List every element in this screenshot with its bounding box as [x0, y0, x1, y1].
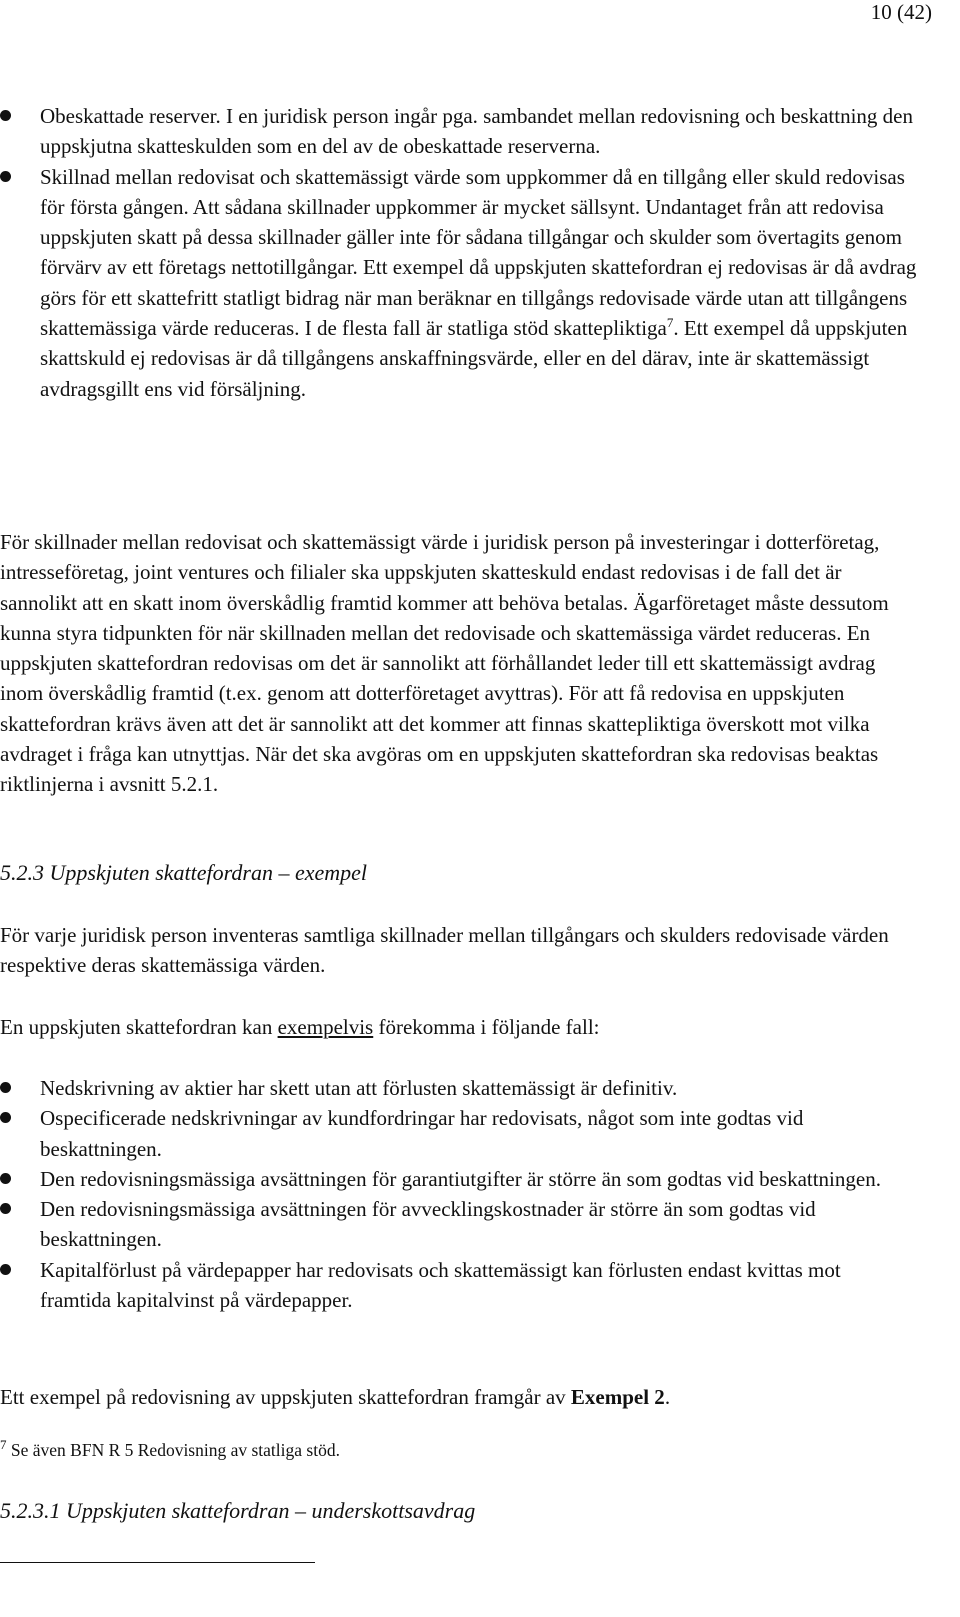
page-number: 10 (42)	[870, 0, 932, 24]
list-item-text: Kapitalförlust på värdepapper har redovisats och skattemässigt kan förlusten endast kvittas mot framtida kapitalvinst på värdepapper.	[40, 1257, 841, 1313]
list-item	[0, 1194, 900, 1255]
bullet-icon	[0, 1173, 11, 1184]
bullet-icon	[0, 1112, 11, 1123]
section-heading: 5.2.3 Uppskjuten skattefordran – exempel	[0, 860, 367, 885]
list-item	[0, 162, 920, 404]
paragraph-text-part: Ett exempel på redovisning av uppskjuten skattefordran framgår av	[0, 1385, 571, 1409]
paragraph-text-part: förekomma i följande fall:	[373, 1015, 600, 1039]
list-item	[0, 101, 920, 162]
footnote	[0, 1438, 900, 1462]
paragraph-example	[0, 1382, 918, 1412]
list-item-text: Obeskattade reserver. I en juridisk person ingår pga. sambandet mellan redovisning och beskattning den uppskjutna skatteskulden som en del av de obeskattade reserverna.	[40, 104, 913, 159]
list-item-text-part: Skillnad mellan redovisat och skattemässigt värde som uppkommer då en tillgång eller skuld redovisas för första gången. Att sådana skillnader uppkommer är mycket sällsynt. Undantaget från att redovisa uppskjuten skatt på dessa skillnader gäller inte för sådana tillgångar och skulder som övertagits genom förvärv av ett företags nettotillgångar. Ett exempel då uppskjuten skattefordran ej redovisas är då avdrag görs för ett skattefritt statligt bidrag när man beräknar en tillgångs redovisade värde utan att tillgångens skattemässiga värde reduceras. I de flesta fall är statliga stöd skattepliktiga	[40, 164, 917, 341]
paragraph-investments: För skillnader mellan redovisat och skattemässigt värde i juridisk person på investeringar i dotterföretag, intresseföretag, joint ventures och filialer ska uppskjuten skatteskuld endast redovisas i de fall det är sannolikt att en skatt inom överskådlig framtid kommer att behöva betalas. Ägarföretaget måste dessutom kunna styra tidpunkten för när skillnaden mellan det redovisade och skattemässiga värdet reduceras. En uppskjuten skattefordran redovisas om det är sannolikt att förhållandet leder till ett skattemässigt avdrag inom överskådlig framtid (t.ex. genom att dotterföretaget avyttras). För att få redovisa en uppskjuten skattefordran krävs även att det är sannolikt att det kommer att finnas skattepliktiga överskott mot vilka avdraget i fråga kan utnyttjas. När det ska avgöras om en uppskjuten skattefordran ska redovisas beaktas riktlinjerna i avsnitt 5.2.1.	[0, 530, 889, 797]
list-item-text: Den redovisningsmässiga avsättningen för avvecklingskostnader är större än som godtas vid beskattningen.	[40, 1197, 816, 1252]
top-bullet-list	[0, 101, 920, 404]
footnote-reference[interactable]: 7	[666, 315, 674, 331]
list-item-text: Ospecificerade nedskrivningar av kundfordringar har redovisats, något som inte godtas vid beskattningen.	[40, 1106, 804, 1161]
list-item	[0, 1103, 900, 1164]
list-item-text-part: . Ett exempel då uppskjuten skattskuld ej redovisas är då tillgångens anskaffningsvärde, eller en del därav, inte är skattemässigt avdragsgillt ens vid försäljning.	[40, 316, 908, 401]
list-item-text	[40, 162, 920, 404]
list-item	[0, 1164, 900, 1194]
list-item	[0, 1255, 900, 1316]
list-item-text: Nedskrivning av aktier har skett utan att förlusten skattemässigt är definitiv.	[40, 1076, 678, 1100]
bullet-icon	[0, 1082, 11, 1093]
paragraph-text-part: .	[664, 1385, 671, 1409]
bullet-icon	[0, 171, 11, 182]
paragraph-text-part: En uppskjuten skattefordran kan	[0, 1015, 278, 1039]
list-item-text: Den redovisningsmässiga avsättningen för garantiutgifter är större än som godtas vid beskattningen.	[40, 1166, 881, 1191]
example-reference[interactable]: Exempel 2	[570, 1385, 665, 1409]
paragraph-cases	[0, 1012, 918, 1042]
bullet-icon	[0, 110, 11, 121]
list-item	[0, 1073, 900, 1103]
paragraph-inventory: För varje juridisk person inventeras samtliga skillnader mellan tillgångars och skulders redovisade värden respektive deras skattemässiga värden.	[0, 923, 889, 978]
underlined-word: exempelvis	[277, 1015, 374, 1039]
bullet-icon	[0, 1203, 11, 1214]
footnote-number: 7	[0, 1437, 7, 1453]
subsection-heading: 5.2.3.1 Uppskjuten skattefordran – underskottsavdrag	[0, 1498, 476, 1523]
cases-bullet-list	[0, 1073, 900, 1315]
bullet-icon	[0, 1264, 11, 1275]
footnote-text: Se även BFN R 5 Redovisning av statliga stöd.	[6, 1440, 340, 1460]
footnote-divider	[0, 1562, 315, 1563]
